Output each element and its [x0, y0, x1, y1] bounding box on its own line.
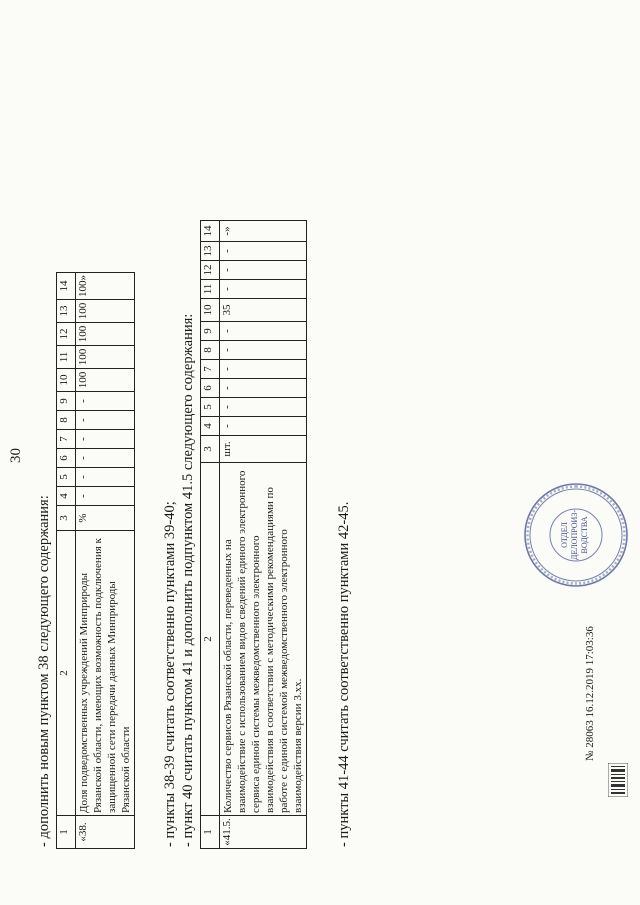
header-cell: 3: [201, 436, 220, 463]
value-cell: -: [220, 398, 307, 417]
header-cell: 12: [57, 323, 76, 346]
value-cell: -: [220, 360, 307, 379]
value-cell: 100: [76, 300, 135, 323]
value-cell: 100: [76, 369, 135, 392]
header-cell: 10: [201, 299, 220, 322]
office-stamp: [522, 481, 630, 589]
value-cell: 100»: [76, 273, 135, 300]
page-number: 30: [8, 448, 24, 463]
header-cell: 2: [57, 531, 76, 816]
value-cell: -»: [220, 221, 307, 242]
table-item-38: [56, 272, 135, 849]
indicator-name-cell: Количество сервисов Рязанской области, переведенных на взаимодействие с использованием видов сведений единого электронного сервиса единой системы межведомственного электронного взаимодействия в соответствии с методическими рекомендациями по работе с единой системой межведомственного электронного взаимодействия версии 3.хх.: [220, 463, 307, 816]
header-cell: 11: [201, 280, 220, 299]
value-cell: -: [76, 392, 135, 411]
value-cell: -: [76, 430, 135, 449]
header-cell: 4: [201, 417, 220, 436]
header-cell: 5: [201, 398, 220, 417]
unit-cell: %: [76, 506, 135, 531]
intro-38-text: - дополнить новым пунктом 38 следующего содержания:: [36, 495, 52, 847]
header-cell: 7: [57, 430, 76, 449]
table-item-41-5: [200, 220, 307, 849]
value-cell: 100: [76, 346, 135, 369]
value-cell: 35: [220, 299, 307, 322]
header-cell: 14: [201, 221, 220, 242]
barcode-icon: [608, 763, 628, 797]
header-cell: 5: [57, 468, 76, 487]
header-cell: 9: [201, 322, 220, 341]
renumber-41-44-text: - пункты 41-44 считать соответственно пунктами 42-45.: [336, 501, 352, 847]
renumber-38-39-text: - пункты 38-39 считать соответственно пунктами 39-40;: [162, 501, 178, 847]
header-cell: 14: [57, 273, 76, 300]
indicator-name-cell: Доля подведомственных учреждений Минприроды Рязанской области, имеющих возможность подключения к защищенной сети передачи данных Минприроды Рязанской области: [76, 531, 135, 816]
value-cell: -: [220, 341, 307, 360]
header-cell: 10: [57, 369, 76, 392]
row-number-cell: «41.5.: [220, 816, 307, 849]
table-row: [76, 273, 135, 849]
header-cell: 8: [57, 411, 76, 430]
value-cell: -: [220, 280, 307, 299]
table-row: [220, 221, 307, 849]
unit-cell: шт.: [220, 436, 307, 463]
value-cell: -: [220, 417, 307, 436]
value-cell: 100: [76, 323, 135, 346]
value-cell: -: [76, 411, 135, 430]
rotated-page: [10, 17, 630, 897]
header-cell: 4: [57, 487, 76, 506]
table-header-row: [57, 273, 76, 849]
document-registration-footer: № 28063 16.12.2019 17:03:36: [584, 626, 596, 761]
value-cell: -: [220, 322, 307, 341]
value-cell: -: [76, 468, 135, 487]
header-cell: 2: [201, 463, 220, 816]
value-cell: -: [76, 449, 135, 468]
value-cell: -: [220, 242, 307, 261]
header-cell: 6: [57, 449, 76, 468]
value-cell: -: [220, 379, 307, 398]
renumber-40-text: - пункт 40 считать пунктом 41 и дополнить подпунктом 41.5 следующего содержания:: [180, 313, 196, 847]
header-cell: 8: [201, 341, 220, 360]
value-cell: -: [220, 261, 307, 280]
header-cell: 11: [57, 346, 76, 369]
value-cell: -: [76, 487, 135, 506]
table-header-row: [201, 221, 220, 849]
header-cell: 1: [201, 816, 220, 849]
header-cell: 13: [57, 300, 76, 323]
header-cell: 9: [57, 392, 76, 411]
stamp-center-text: ОТДЕЛ ДЕЛОПРОИЗ-ВОДСТВА: [560, 510, 589, 560]
row-number-cell: «38.: [76, 816, 135, 849]
header-cell: 3: [57, 506, 76, 531]
header-cell: 1: [57, 816, 76, 849]
header-cell: 7: [201, 360, 220, 379]
header-cell: 13: [201, 242, 220, 261]
header-cell: 12: [201, 261, 220, 280]
header-cell: 6: [201, 379, 220, 398]
